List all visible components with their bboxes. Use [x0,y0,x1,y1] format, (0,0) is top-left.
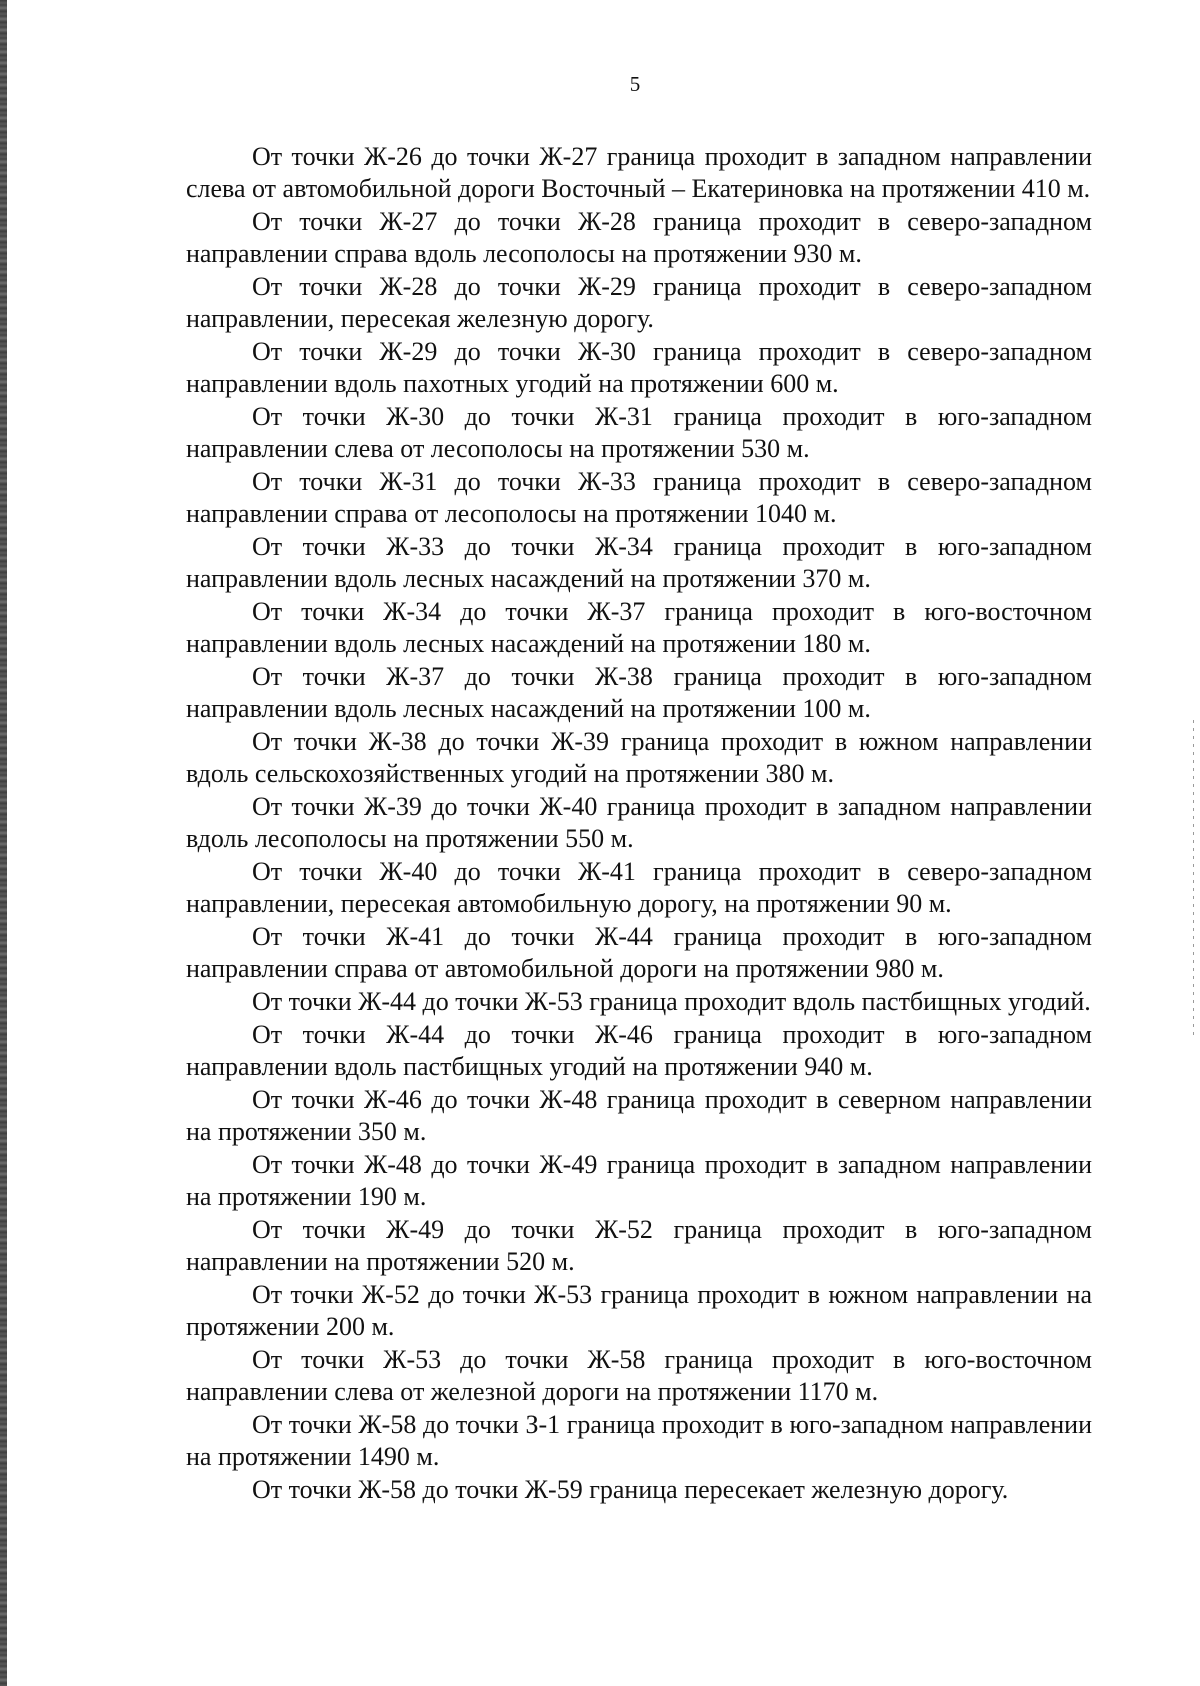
paragraph: От точки Ж-31 до точки Ж-33 граница проходит в северо-западном направлении справа от лесополосы на протяжении 1040 м. [186,467,1092,528]
paragraph: От точки Ж-49 до точки Ж-52 граница проходит в юго-западном направлении на протяжении 520 м. [186,1215,1092,1276]
paragraph: От точки Ж-30 до точки Ж-31 граница проходит в юго-западном направлении слева от лесополосы на протяжении 530 м. [186,402,1092,463]
paragraph: От точки Ж-44 до точки Ж-46 граница проходит в юго-западном направлении вдоль пастбищных угодий на протяжении 940 м. [186,1020,1092,1081]
paragraph: От точки Ж-37 до точки Ж-38 граница проходит в юго-западном направлении вдоль лесных насаждений на протяжении 100 м. [186,662,1092,723]
paragraph: От точки Ж-52 до точки Ж-53 граница проходит в южном направлении на протяжении 200 м. [186,1280,1092,1341]
paragraph: От точки Ж-44 до точки Ж-53 граница проходит вдоль пастбищных угодий. [252,987,1091,1016]
paragraph: От точки Ж-58 до точки Ж-59 граница пересекает железную дорогу. [252,1475,1009,1504]
paragraph: От точки Ж-39 до точки Ж-40 граница проходит в западном направлении вдоль лесополосы на протяжении 550 м. [186,792,1092,853]
paragraph: От точки Ж-38 до точки Ж-39 граница проходит в южном направлении вдоль сельскохозяйственных угодий на протяжении 380 м. [186,727,1092,788]
scan-border-right [1193,720,1194,1040]
paragraph: От точки Ж-41 до точки Ж-44 граница проходит в юго-западном направлении справа от автомобильной дороги на протяжении 980 м. [186,922,1092,983]
scan-border-left [0,0,7,1686]
paragraph: От точки Ж-48 до точки Ж-49 граница проходит в западном направлении на протяжении 190 м. [186,1150,1092,1211]
page-number: 5 [629,72,641,96]
paragraph: От точки Ж-29 до точки Ж-30 граница проходит в северо-западном направлении вдоль пахотных угодий на протяжении 600 м. [186,337,1092,398]
paragraph: От точки Ж-27 до точки Ж-28 граница проходит в северо-западном направлении справа вдоль лесополосы на протяжении 930 м. [186,207,1092,268]
paragraph: От точки Ж-46 до точки Ж-48 граница проходит в северном направлении на протяжении 350 м. [186,1085,1092,1146]
document-body [186,141,1092,1507]
paragraph: От точки Ж-28 до точки Ж-29 граница проходит в северо-западном направлении, пересекая железную дорогу. [186,272,1092,333]
paragraph: От точки Ж-40 до точки Ж-41 граница проходит в северо-западном направлении, пересекая автомобильную дорогу, на протяжении 90 м. [186,857,1092,918]
paragraph: От точки Ж-26 до точки Ж-27 граница проходит в западном направлении слева от автомобильной дороги Восточный – Екатериновка на протяжении 410 м. [186,142,1092,203]
paragraph: От точки Ж-58 до точки З-1 граница проходит в юго-западном направлении на протяжении 1490 м. [186,1410,1092,1471]
paragraph: От точки Ж-34 до точки Ж-37 граница проходит в юго-восточном направлении вдоль лесных насаждений на протяжении 180 м. [186,597,1092,658]
paragraph: От точки Ж-53 до точки Ж-58 граница проходит в юго-восточном направлении слева от железной дороги на протяжении 1170 м. [186,1345,1092,1406]
paragraph: От точки Ж-33 до точки Ж-34 граница проходит в юго-западном направлении вдоль лесных насаждений на протяжении 370 м. [186,532,1092,593]
